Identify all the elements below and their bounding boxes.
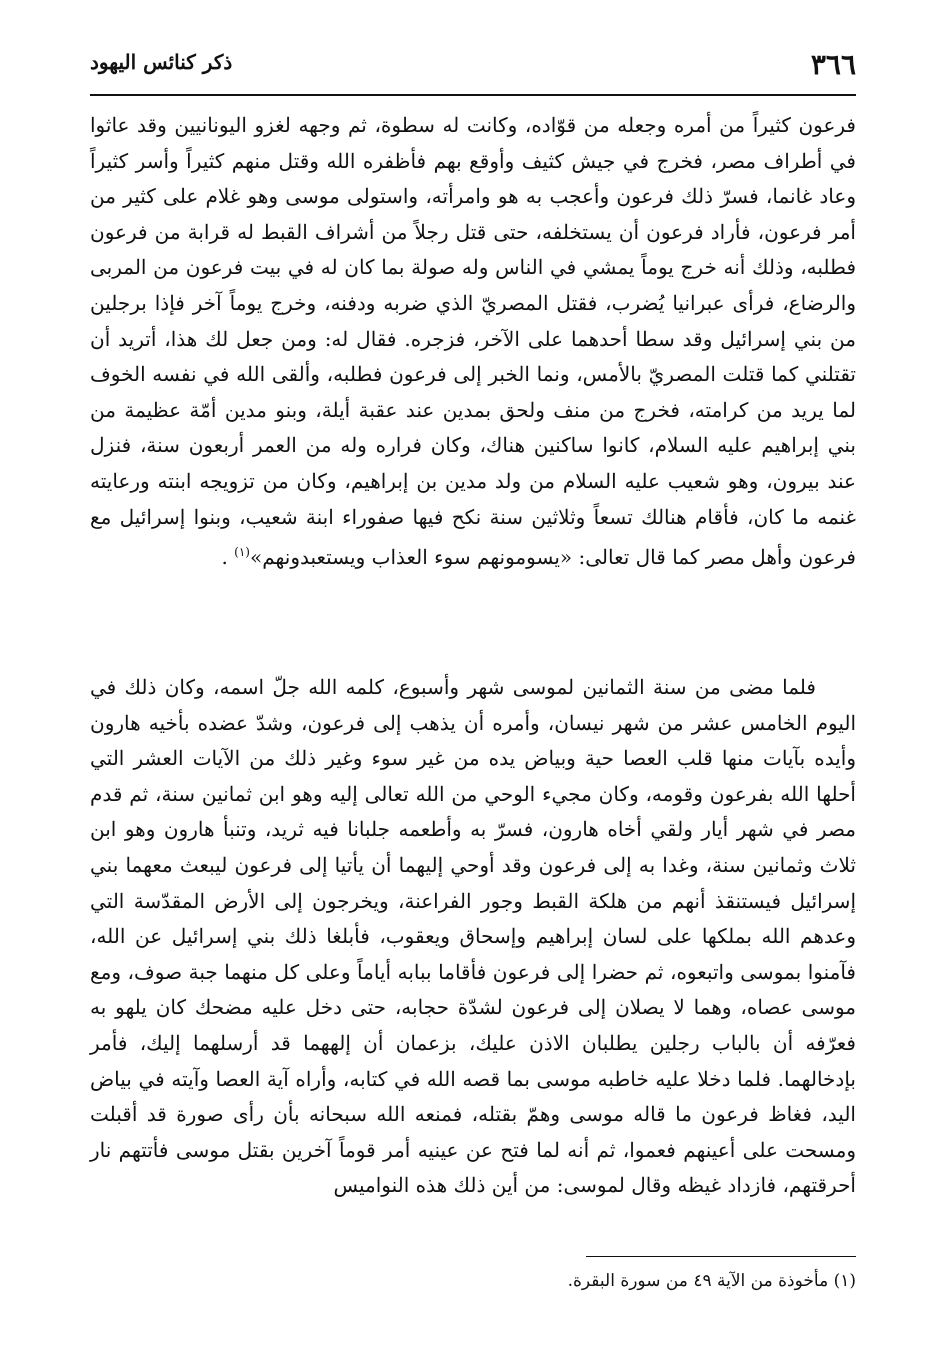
footnote	[90, 1268, 856, 1294]
page-header	[90, 38, 856, 88]
header-rule	[90, 94, 856, 96]
footnote-rule	[586, 1256, 856, 1257]
paragraph-1-text	[90, 108, 856, 576]
footnote-marker: (١)	[833, 1271, 856, 1291]
footnote-text: مأخوذة من الآية ٤٩ من سورة البقرة.	[567, 1271, 829, 1291]
running-title: ذكر كنائس اليهود	[90, 50, 233, 74]
paragraph-1-end: .	[221, 545, 235, 570]
paragraph-1	[90, 108, 856, 576]
page-number: ٣٦٦	[810, 48, 856, 81]
paragraph-1-body: فرعون كثيراً من أمره وجعله من قوّاده، وكانت له سطوة، ثم وجهه لغزو اليونانيين وقد عاثوا في أطراف مصر، فخرج في جيش كثيف وأوقع بهم فأظفره الله وقتل منهم كثيراً وأسر كثيراً وعاد غانما، فسرّ ذلك فرعون وأعجب به هو وامرأته، واستولى موسى وهو غلام على كثير من أمر فرعون، فأراد فرعون أن يستخلفه، حتى قتل رجلاً من أشراف القبط له قرابة من فرعون فطلبه، وذلك أنه خرج يوماً يمشي في الناس وله صولة بما كان له في بيت فرعون من المربى والرضاع، فرأى عبرانيا يُضرب، فقتل المصريّ الذي ضربه ودفنه، وخرج يوماً آخر فإذا برجلين من بني إسرائيل وقد سطا أحدهما على الآخر، فزجره. فقال له: ومن جعل لك هذا، أتريد أن تقتلني كما قتلت المصريّ بالأمس، ونما الخبر إلى فرعون فطلبه، وألقى الله في نفسه الخوف لما يريد من كرامته، فخرج من منف ولحق بمدين عند عقبة أيلة، وبنو مدين أمّة عظيمة من بني إبراهيم عليه السلام، كانوا ساكنين هناك، وكان فراره وله من العمر أربعون سنة، فنزل عند بيرون، وهو شعيب عليه السلام من ولد مدين بن إبراهيم، وكان من تزويجه ابنته ورعايته غنمه ما كان، فأقام هنالك تسعاً وثلاثين سنة نكح فيها صفوراء ابنة شعيب، وبنوا إسرائيل مع فرعون وأهل مصر كما قال تعالى: «يسومونهم سوء العذاب ويستعبدونهم»	[90, 113, 857, 570]
footnote-reference[interactable]: (١)	[234, 545, 250, 560]
paragraph-2	[90, 670, 856, 1204]
paragraph-2-text: فلما مضى من سنة الثمانين لموسى شهر وأسبوع، كلمه الله جلّ اسمه، وكان ذلك في اليوم الخامس عشر من شهر نيسان، وأمره أن يذهب إلى فرعون، وشدّ عضده بأخيه هارون وأيده بآيات منها قلب العصا حية وبياض يده من غير سوء وغير ذلك من الآيات العشر التي أحلها الله بفرعون وقومه، وكان مجيء الوحي من الله تعالى إليه وهو ابن ثمانين سنة، ثم قدم مصر في شهر أيار ولقي أخاه هارون، فسرّ به وأطعمه جلبانا فيه ثريد، وتنبأ هارون وهو ابن ثلاث وثمانين سنة، وغدا به إلى فرعون وقد أوحي إليهما أن يأتيا إلى فرعون ليبعث معهما بني إسرائيل فيستنقذ أنهم من هلكة القبط وجور الفراعنة، ويخرجون إلى الأرض المقدّسة التي وعدهم الله بملكها على لسان إبراهيم وإسحاق ويعقوب، فأبلغا ذلك بني إسرائيل عن الله، فآمنوا بموسى واتبعوه، ثم حضرا إلى فرعون فأقاما ببابه أياماً وعلى كل منهما جبة صوف، ومع موسى عصاه، وهما لا يصلان إلى فرعون لشدّة حجابه، حتى دخل عليه مضحك كان يلهو به فعرّفه أن بالباب رجلين يطلبان الاذن عليك، بزعمان أن إلههما قد أرسلهما إليك، فأمر بإدخالهما. فلما دخلا عليه خاطبه موسى بما قصه الله في كتابه، وأراه آية العصا وآيته في بياض اليد، فغاظ فرعون ما قاله موسى وهمّ بقتله، فمنعه الله سبحانه بأن رأى صورة قد أقبلت ومسحت على أعينهم فعموا، ثم أنه لما فتح عن عينيه أمر قوماً آخرين بقتل موسى فأتتهم نار أحرقتهم، فازداد غيظه وقال لموسى: من أين ذلك هذه النواميس	[90, 675, 857, 1198]
